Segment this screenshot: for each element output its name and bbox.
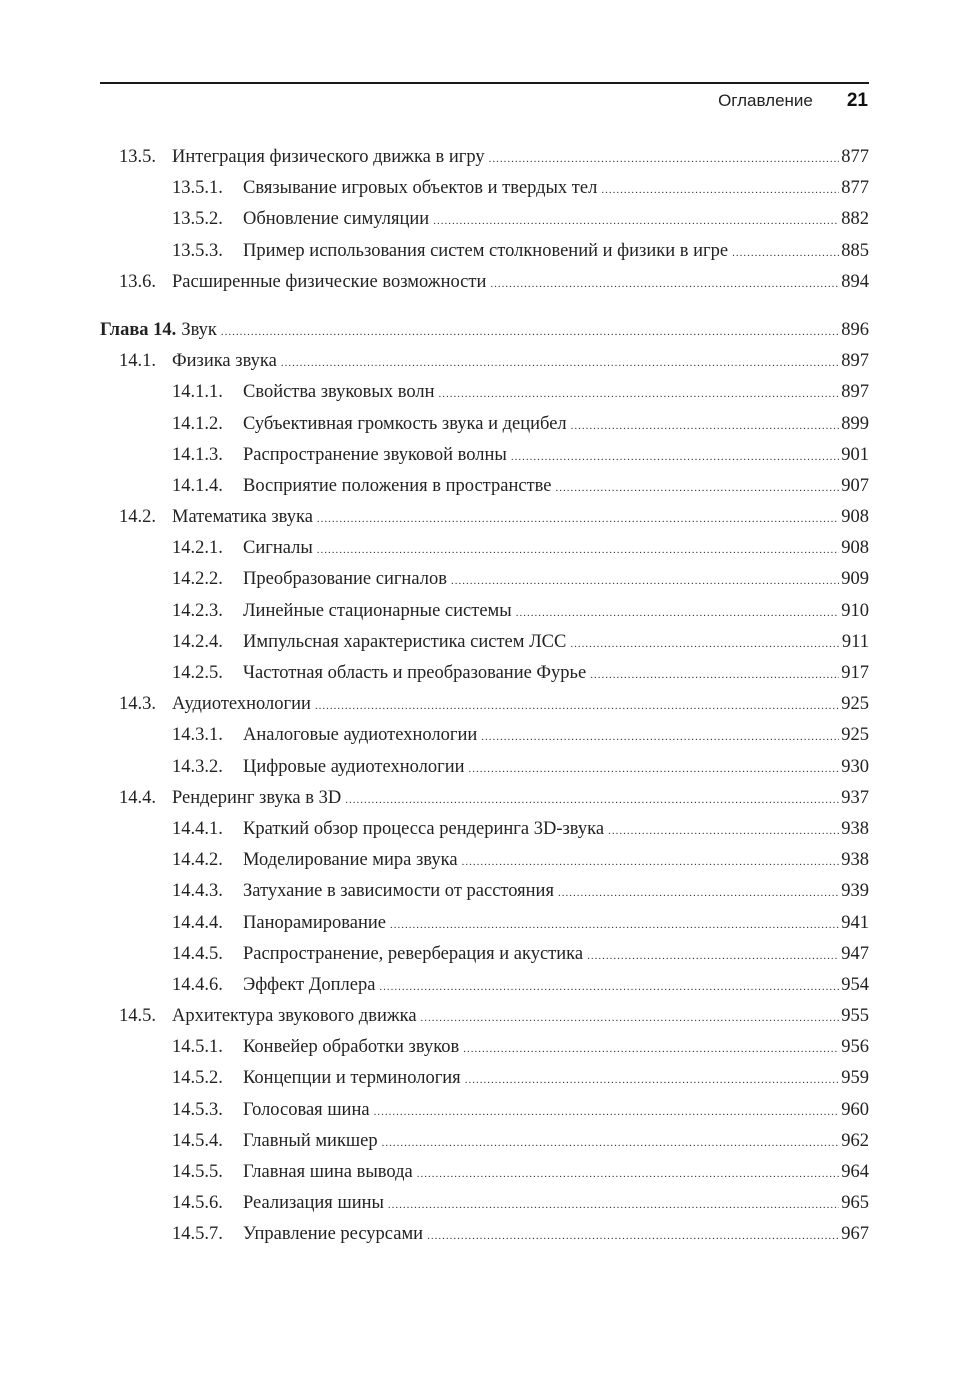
- toc-entry[interactable]: [100, 632, 869, 663]
- dot-leader: [587, 950, 839, 962]
- toc-entry[interactable]: [100, 241, 869, 272]
- toc-entry[interactable]: [100, 382, 869, 413]
- entry-number: 14.4.4.: [172, 912, 223, 933]
- entry-title: Архитектура звукового движка: [172, 1006, 417, 1027]
- entry-title: Расширенные физические возможности: [172, 271, 487, 292]
- toc-entry[interactable]: [100, 147, 869, 178]
- entry-title: Импульсная характеристика систем ЛСС: [243, 631, 567, 652]
- entry-page: 937: [841, 787, 869, 808]
- dot-leader: [390, 919, 839, 931]
- entry-page: 908: [841, 538, 869, 559]
- dot-leader: [374, 1106, 840, 1118]
- toc-entry[interactable]: [100, 178, 869, 209]
- entry-page: 947: [841, 943, 869, 964]
- dot-leader: [732, 247, 839, 259]
- dot-leader: [516, 607, 840, 619]
- toc-entry[interactable]: [100, 788, 869, 819]
- entry-page: 894: [841, 271, 869, 292]
- toc-entry[interactable]: [100, 757, 869, 788]
- entry-title: Главный микшер: [243, 1130, 378, 1151]
- entry-number: 14.1.4.: [172, 475, 223, 496]
- entry-page: 877: [841, 147, 869, 167]
- entry-title: Рендеринг звука в 3D: [172, 787, 342, 808]
- entry-number: 14.5.2.: [172, 1068, 223, 1089]
- entry-title: Голосовая шина: [243, 1099, 370, 1120]
- entry-page: 907: [841, 475, 869, 496]
- page-number: 21: [846, 90, 868, 111]
- entry-number: 13.5.3.: [172, 240, 223, 261]
- entry-title: Сигналы: [243, 538, 313, 559]
- toc-entry[interactable]: [100, 272, 869, 303]
- entry-number: 14.4.1.: [172, 818, 223, 839]
- entry-number: 14.4.6.: [172, 974, 223, 995]
- entry-title: Частотная область и преобразование Фурье: [243, 663, 587, 683]
- entry-page: 938: [841, 850, 869, 871]
- toc-entry[interactable]: [100, 351, 869, 382]
- entry-page: 901: [841, 444, 869, 465]
- toc-entry[interactable]: [100, 975, 869, 1006]
- toc-entry[interactable]: [100, 601, 869, 632]
- entry-number: 14.2.: [119, 507, 156, 528]
- entry-number: 14.4.2.: [172, 850, 223, 871]
- entry-number: 14.2.1.: [172, 538, 223, 559]
- entry-page: 917: [841, 663, 869, 683]
- entry-title: Затухание в зависимости от расстояния: [243, 881, 554, 902]
- dot-leader: [490, 278, 839, 290]
- running-header: [718, 90, 868, 112]
- dot-leader: [571, 420, 840, 432]
- entry-title: Панорамирование: [243, 912, 387, 933]
- entry-title: Реализация шины: [243, 1193, 384, 1214]
- entry-number: 14.1.1.: [172, 382, 223, 403]
- entry-title: Связывание игровых объектов и твердых тел: [243, 178, 598, 199]
- dot-leader: [382, 1137, 840, 1149]
- entry-number: 14.5.1.: [172, 1037, 223, 1058]
- dot-leader: [570, 638, 840, 650]
- entry-number: 14.5.4.: [172, 1130, 223, 1151]
- toc-entry[interactable]: [100, 1193, 869, 1224]
- entry-page: 960: [841, 1099, 869, 1120]
- entry-page: 967: [841, 1224, 869, 1245]
- dot-leader: [221, 326, 839, 338]
- toc-entry[interactable]: [100, 850, 869, 881]
- entry-title: Физика звука: [172, 351, 277, 372]
- entry-page: 910: [841, 600, 869, 621]
- dot-leader: [558, 887, 839, 899]
- header-rule: [100, 82, 869, 84]
- dot-leader: [379, 981, 839, 993]
- entry-number: 14.4.5.: [172, 943, 223, 964]
- entry-number: 14.3.2.: [172, 756, 223, 777]
- entry-page: 909: [841, 569, 869, 590]
- entry-number: 14.5.3.: [172, 1099, 223, 1120]
- entry-number: 14.5.7.: [172, 1224, 223, 1245]
- entry-number: 14.2.4.: [172, 631, 223, 652]
- entry-page: 877: [841, 178, 869, 199]
- toc-entry[interactable]: [100, 414, 869, 445]
- entry-title: Восприятие положения в пространстве: [243, 475, 552, 496]
- entry-number: 14.5.: [119, 1006, 156, 1027]
- dot-leader: [427, 1230, 839, 1242]
- entry-title: Конвейер обработки звуков: [243, 1037, 460, 1058]
- entry-number: 13.5.1.: [172, 178, 223, 199]
- toc-entry[interactable]: [100, 1006, 869, 1037]
- entry-page: 941: [841, 912, 869, 933]
- dot-leader: [511, 451, 839, 463]
- entry-page: 930: [841, 756, 869, 777]
- entry-number: 14.1.2.: [172, 413, 223, 434]
- dot-leader: [465, 1074, 840, 1086]
- dot-leader: [317, 544, 839, 556]
- dot-leader: [590, 669, 839, 681]
- entry-title: Аналоговые аудиотехнологии: [243, 725, 478, 746]
- dot-leader: [417, 1168, 840, 1180]
- entry-page: 939: [841, 881, 869, 902]
- entry-number: 14.2.3.: [172, 600, 223, 621]
- dot-leader: [489, 153, 840, 165]
- entry-number: 14.3.1.: [172, 725, 223, 746]
- entry-number: 14.4.: [119, 787, 156, 808]
- toc-entry[interactable]: [100, 944, 869, 975]
- toc-entry[interactable]: [100, 476, 869, 507]
- toc-entry[interactable]: [100, 725, 869, 756]
- entry-number: 14.5.5.: [172, 1162, 223, 1182]
- toc-entry[interactable]: [100, 1037, 869, 1068]
- toc-entry[interactable]: [100, 819, 869, 850]
- entry-page: 955: [841, 1006, 869, 1027]
- entry-page: 896: [841, 319, 869, 340]
- dot-leader: [281, 357, 839, 369]
- toc-chapter-entry[interactable]: [100, 320, 869, 351]
- entry-page: 964: [841, 1162, 869, 1182]
- entry-title: Аудиотехнологии: [172, 694, 311, 715]
- toc-entry[interactable]: [100, 507, 869, 538]
- entry-title: Линейные стационарные системы: [243, 600, 512, 621]
- toc-entry[interactable]: [100, 1068, 869, 1099]
- entry-page: 882: [841, 209, 869, 230]
- dot-leader: [601, 184, 839, 196]
- entry-page: 965: [841, 1193, 869, 1214]
- toc-entry[interactable]: [100, 1162, 869, 1193]
- entry-title: Обновление симуляции: [243, 209, 430, 230]
- entry-number: 14.1.3.: [172, 444, 223, 465]
- running-header-title: Оглавление: [718, 91, 813, 110]
- entry-number: 14.3.: [119, 694, 156, 715]
- entry-number: 13.5.2.: [172, 209, 223, 230]
- entry-number: 14.1.: [119, 351, 156, 372]
- entry-page: 908: [841, 507, 869, 528]
- entry-number: Глава 14.: [100, 319, 177, 340]
- entry-title: Моделирование мира звука: [243, 850, 458, 871]
- entry-title: Математика звука: [172, 507, 313, 528]
- toc-entry[interactable]: [100, 445, 869, 476]
- dot-leader: [421, 1012, 840, 1024]
- entry-page: 959: [841, 1068, 869, 1089]
- entry-page: 956: [841, 1037, 869, 1058]
- entry-title: Пример использования систем столкновений и физики в игре: [243, 240, 729, 261]
- entry-number: 13.5.: [119, 147, 156, 167]
- dot-leader: [608, 825, 839, 837]
- entry-page: 925: [841, 725, 869, 746]
- entry-page: 938: [841, 818, 869, 839]
- toc-entry[interactable]: [100, 209, 869, 240]
- entry-title: Краткий обзор процесса рендеринга 3D-звука: [243, 818, 605, 839]
- entry-title: Преобразование сигналов: [243, 569, 447, 590]
- entry-page: 911: [841, 631, 869, 652]
- toc-entry[interactable]: [100, 1100, 869, 1131]
- entry-title: Интеграция физического движка в игру: [172, 147, 485, 167]
- entry-title: Главная шина вывода: [243, 1162, 413, 1182]
- dot-leader: [462, 856, 840, 868]
- entry-title: Цифровые аудиотехнологии: [243, 756, 465, 777]
- entry-number: 14.2.2.: [172, 569, 223, 590]
- entry-title: Свойства звуковых волн: [243, 382, 435, 403]
- entry-number: 14.5.6.: [172, 1193, 223, 1214]
- dot-leader: [345, 794, 839, 806]
- entry-page: 925: [841, 694, 869, 715]
- table-of-contents: [100, 147, 869, 1256]
- toc-entry[interactable]: [100, 663, 869, 694]
- entry-page: 962: [841, 1130, 869, 1151]
- entry-title: Субъективная громкость звука и децибел: [243, 413, 567, 434]
- toc-entry[interactable]: [100, 1224, 869, 1255]
- entry-page: 899: [841, 413, 869, 434]
- dot-leader: [438, 388, 839, 400]
- entry-number: 14.4.3.: [172, 881, 223, 902]
- entry-page: 897: [841, 382, 869, 403]
- dot-leader: [556, 482, 840, 494]
- toc-entry[interactable]: [100, 694, 869, 725]
- dot-leader: [433, 215, 839, 227]
- dot-leader: [481, 731, 839, 743]
- toc-entry[interactable]: [100, 913, 869, 944]
- toc-entry[interactable]: [100, 538, 869, 569]
- entry-title: Концепции и терминология: [243, 1068, 461, 1089]
- dot-leader: [388, 1199, 839, 1211]
- toc-entry[interactable]: [100, 881, 869, 912]
- entry-title: Распространение звуковой волны: [243, 444, 507, 465]
- entry-title: Распространение, реверберация и акустика: [243, 943, 584, 964]
- dot-leader: [469, 763, 840, 775]
- entry-page: 885: [841, 240, 869, 261]
- dot-leader: [315, 700, 839, 712]
- entry-page: 954: [841, 974, 869, 995]
- dot-leader: [317, 513, 839, 525]
- entry-title: Эффект Доплера: [243, 974, 376, 995]
- entry-title: Управление ресурсами: [243, 1224, 424, 1245]
- toc-entry[interactable]: [100, 569, 869, 600]
- dot-leader: [463, 1043, 839, 1055]
- entry-number: 13.6.: [119, 271, 156, 292]
- entry-page: 897: [841, 351, 869, 372]
- entry-title: Звук: [181, 319, 217, 340]
- dot-leader: [451, 575, 839, 587]
- toc-entry[interactable]: [100, 1131, 869, 1162]
- entry-number: 14.2.5.: [172, 663, 223, 683]
